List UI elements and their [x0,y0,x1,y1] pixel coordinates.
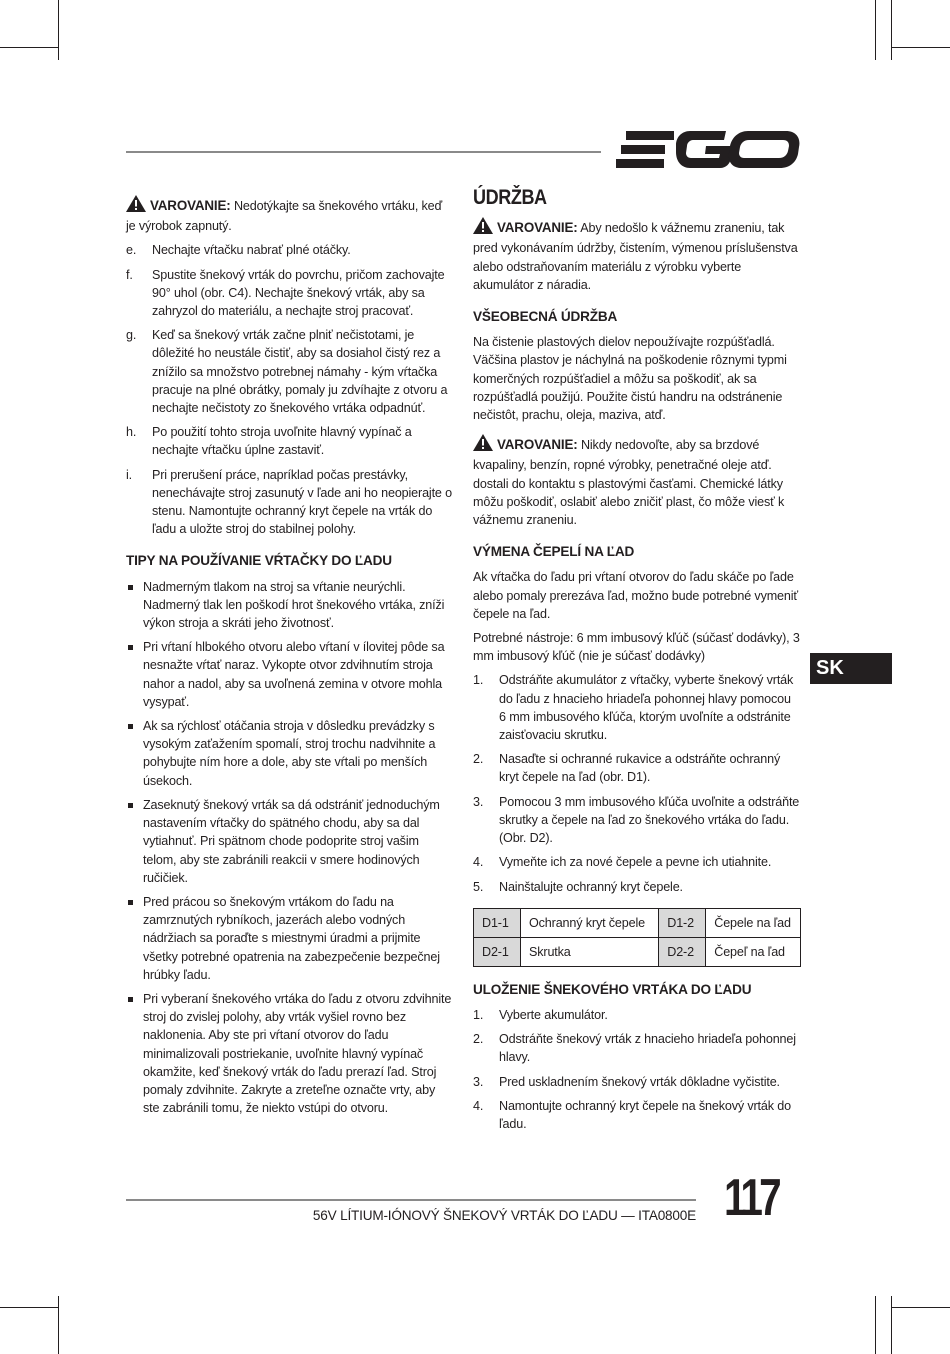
list-marker: 1. [473,1007,484,1022]
section-heading: VÝMENA ČEPELÍ NA ĽAD [473,544,635,560]
crop-mark [58,1296,59,1354]
list-text: Vymeňte ich za nové čepele a pevne ich utiahnite. [499,855,772,870]
table-cell: Čepele na ľad [706,908,801,937]
warning-text: Aby nedošlo k vážnemu zraneniu, tak pred vykonávaním údržby, čistením, výmenou príslušenstva alebo odstraňovaním materiálu z výrobku vyberte akumulátor z náradia. [473,221,798,292]
warning-block [473,434,801,529]
list-marker: 3. [473,1074,484,1089]
list-marker: i. [126,467,132,482]
bullet-square-icon [128,585,133,590]
warning-block [473,217,801,294]
list-marker: 2. [473,752,484,767]
list-text: Ak sa rýchlosť otáčania stroja v dôsledku prevádzky s vysokým zaťažením spomalí, stroj trochu nadvihnite a pohybujte ním hore a dole, aby ste vŕtali po menších úsekoch. [143,719,436,788]
warning-triangle-icon [473,217,493,239]
footer-rule [126,1199,696,1201]
table-cell: Čepeľ na ľad [706,937,801,966]
list-item [126,466,452,539]
crop-mark [58,0,59,60]
list-marker: 5. [473,879,484,894]
list-text: Po použití tohto stroja uvoľnite hlavný vypínač a nechajte vŕtačku úplne zastaviť. [152,425,412,458]
header-rule [126,151,601,153]
warning-block [126,195,452,235]
list-text: Pri vŕtaní hlbokého otvoru alebo vŕtaní v ílovitej pôde sa nesnažte vŕtať naraz. Vykopte otvor zdvihnutím stroja nahor a nadol, aby sa uvoľnená zemina v otvore mohla vysypať. [143,640,445,709]
table-cell: Ochranný kryt čepele [521,908,659,937]
warning-triangle-icon [126,195,146,217]
list-text: Keď sa šnekový vrták začne plniť nečistotami, je dôležité ho neustále čistiť, aby sa dosiahol čistý rez a znížilo sa množstvo potrebnej námahy - kým vŕtačka pracuje na plné obrátky, pomaly ju zdvíhajte z otvoru a nechajte nečistoty zo šnekového vrtáka odpadnúť. [152,328,448,416]
list-text: Nainštalujte ochranný kryt čepele. [499,879,683,894]
warning-text: Nikdy nedovoľte, aby sa brzdové kvapaliny, benzín, ropné výrobky, penetračné oleje atď. dostali do kontaktu s plastovými časťami. Chemické látky môžu poškodiť, oslabiť alebo zničiť plast, čo môže viesť k vážnemu zraneniu. [473,438,785,528]
table-cell: D1-2 [659,908,706,937]
list-item [126,241,452,259]
left-column [126,195,452,1123]
warning-label: VAROVANIE: [497,220,578,236]
list-marker: 2. [473,1032,484,1047]
list-item [473,1073,801,1091]
list-text: Pri prerušení práce, napríklad počas prestávky, nenechávajte stroj zasunutý v ľade ani ho neopierajte o stenu. Namontujte ochranný kryt čepele na vrták do ľadu a uložte stroj do stabilnej polohy. [152,467,452,537]
list-marker: 4. [473,855,484,870]
list-item [126,893,452,984]
warning-label: VAROVANIE: [497,437,578,453]
bullet-square-icon [128,645,133,650]
warning-text: Nedotýkajte sa šnekového vrtáku, keď je výrobok zapnutý. [126,199,443,234]
list-marker: h. [126,425,137,440]
list-item [126,638,452,711]
list-text: Nasaďte si ochranné rukavice a odstráňte ochranný kryt čepele na ľad (obr. D1). [499,752,781,785]
list-item [473,878,801,896]
list-text: Odstráňte akumulátor z vŕtačky, vyberte šnekový vrták do ľadu z hnacieho hriadeľa pohonnej hlavy pomocou 6 mm imbusového kľúča, ktorým uvoľníte a odstránite zaisťovaciu skrutku. [499,673,794,743]
page-number: 117 [724,1169,778,1227]
table-cell: D2-1 [474,937,521,966]
paragraph: Potrebné nástroje: 6 mm imbusový kľúč (súčasť dodávky), 3 mm imbusový kľúč (nie je súčasť dodávky) [473,631,800,664]
section-heading: VŠEOBECNÁ ÚDRŽBA [473,309,618,325]
section-heading: TIPY NA POUŽÍVANIE VŔTAČKY DO ĽADU [126,553,392,569]
paragraph: Na čistenie plastových dielov nepoužívajte rozpúšťadlá. Väčšina plastov je náchylná na poškodenie rôznymi typmi komerčných rozpúšťadiel a môžu sa poškodiť, ak sa rozpúšťadlá použijú. Použite čistú handru na odstránenie nečistôt, prachu, oleja, maziva, atď. [473,335,787,423]
list-text: Pred prácou so šnekovým vrtákom do ľadu na zamrznutých rybníkoch, jazerách alebo vodných nádržiach sa poraďte s miestnymi úradmi a prijmite všetky potrebné opatrenia na zabezpečenie bezpečnej hrúbky ľadu. [143,894,440,982]
warning-label: VAROVANIE: [150,198,231,213]
table-cell: D1-1 [474,908,521,937]
list-item [473,671,801,744]
list-item [126,326,452,417]
page-title: ÚDRŽBA [473,186,547,209]
list-text: Nechajte vŕtačku nabrať plné otáčky. [152,243,351,258]
list-item [473,1006,801,1024]
bullet-square-icon [128,724,133,729]
list-item [473,793,801,848]
crop-mark [891,1296,892,1354]
table-row [474,908,801,937]
list-item [473,1097,801,1133]
blade-steps [473,671,801,895]
list-text: Pred uskladnením šnekový vrták dôkladne vyčistite. [499,1074,780,1089]
list-item [126,796,452,887]
footer-title: 56V LÍTIUM-IÓNOVÝ ŠNEKOVÝ VRTÁK DO ĽADU — ITA0800E [312,1208,696,1223]
list-text: Namontujte ochranný kryt čepele na šnekový vrták do ľadu. [499,1098,791,1131]
section-heading: ULOŽENIE ŠNEKOVÉHO VRTÁKA DO ĽADU [473,981,752,997]
list-text: Spustite šnekový vrták do povrchu, pričom zachovajte 90° uhol (obr. C4). Nechajte šnekový vrták, aby sa zahryzol do materiálu, a nechajte stroj pracovať. [152,267,445,319]
table-cell: D2-2 [659,937,706,966]
tips-list [126,578,452,1118]
ego-logo [616,128,800,177]
storage-steps [473,1006,801,1133]
list-item [473,1030,801,1066]
crop-mark [875,1296,876,1354]
list-text: Vyberte akumulátor. [499,1007,608,1022]
right-column [473,186,801,1139]
bullet-square-icon [128,997,133,1002]
parts-table [473,908,801,967]
list-text: Pomocou 3 mm imbusového kľúča uvoľnite a odstráňte skrutky a čepele na ľad zo šnekového vrtáka do ľadu. (Obr. D2). [499,794,800,846]
list-marker: 4. [473,1098,484,1113]
warning-triangle-icon [473,434,493,456]
list-marker: 1. [473,673,484,688]
list-item [126,717,452,790]
operation-steps [126,241,452,538]
bullet-square-icon [128,900,133,905]
list-item [126,423,452,459]
list-item [126,578,452,633]
list-item [126,990,452,1117]
table-cell: Skrutka [521,937,659,966]
list-text: Nadmerným tlakom na stroj sa vŕtanie neurýchli. Nadmerný tlak len poškodí hrot šnekového vrtáka, zníži výkon stroja a skráti jeho životnosť. [143,579,445,631]
list-text: Odstráňte šnekový vrták z hnacieho hriadeľa pohonnej hlavy. [499,1032,796,1065]
table-row [474,937,801,966]
crop-mark [0,47,58,48]
crop-mark [892,47,950,48]
bullet-square-icon [128,803,133,808]
list-item [473,750,801,786]
list-marker: f. [126,267,133,282]
list-text: Pri vyberaní šnekového vrtáka do ľadu z otvoru zdvihnite stroj do zvislej polohy, aby vrták vyšiel rovno bez naklonenia. Aby ste pri vŕtaní otvorov do ľadu minimalizovali postriekanie, uvoľnite hlavný vypínač okamžite, keď šnekový vrták do ľadu prerazí ľad. Stroj pomaly zdvihnite. Zakryte a zreteľne označte vrty, aby ste zabránili tomu, že niekto vstúpi do otvoru. [143,991,452,1116]
crop-mark [0,1307,58,1308]
crop-mark [892,1307,950,1308]
list-item [473,853,801,871]
paragraph: Ak vŕtačka do ľadu pri vŕtaní otvorov do ľadu skáče po ľade alebo pomaly prerezáva ľad, možno bude potrebné vymeniť čepele na ľad. [473,570,798,621]
crop-mark [891,0,892,60]
language-tab: SK [810,653,892,684]
list-marker: g. [126,328,137,343]
list-item [126,266,452,321]
list-marker: 3. [473,794,484,809]
crop-mark [875,0,876,60]
list-text: Zaseknutý šnekový vrták sa dá odstrániť jednoduchým nastavením vŕtačky do spätného chodu, aby sa dal vytiahnuť. Pri spätnom chode podoprite stroj vašim telom, aby ste zabránili reakcii v smere hodinových ručičiek. [143,797,440,885]
list-marker: e. [126,243,137,258]
